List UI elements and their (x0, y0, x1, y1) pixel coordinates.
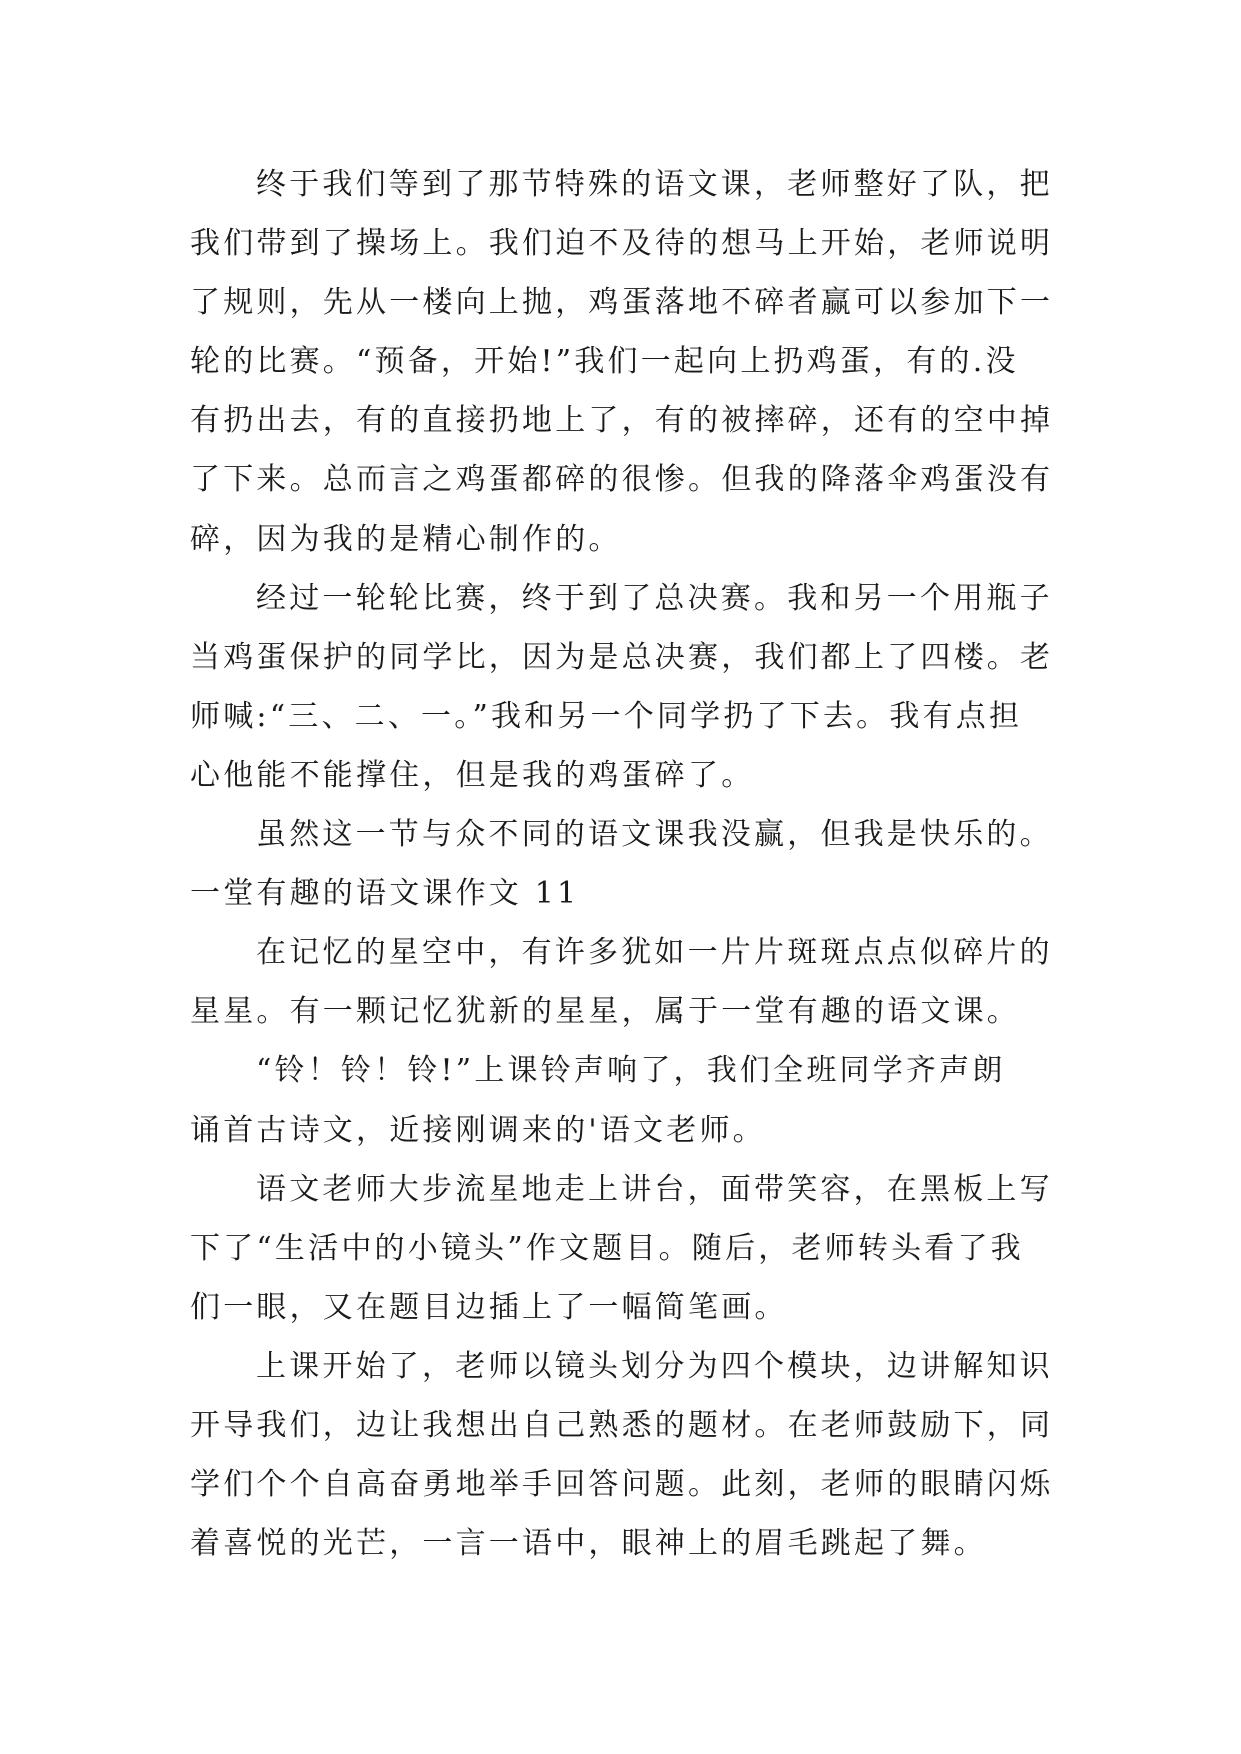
text-line: 我们带到了操场上。我们迫不及待的想马上开始，老师说明 (190, 226, 1054, 262)
text-line: 终于我们等到了那节特殊的语文课，老师整好了队，把 (256, 167, 1053, 202)
text-line: 一堂有趣的语文课作文 11 (190, 876, 580, 912)
text-line: 了规则，先从一楼向上抛，鸡蛋落地不碎者赢可以参加下一 (190, 285, 1054, 321)
text-line: 轮的比赛。“预备，开始!”我们一起向上扔鸡蛋，有的.没 (190, 344, 1019, 380)
text-line: 星星。有一颗记忆犹新的星星，属于一堂有趣的语文课。 (190, 994, 1020, 1030)
text-line: 们一眼，又在题目边插上了一幅简笔画。 (190, 1289, 788, 1325)
text-line: 虽然这一节与众不同的语文课我没赢，但我是快乐的。 (256, 817, 1053, 853)
text-line: 诵首古诗文，近接刚调来的'语文老师。 (190, 1112, 766, 1148)
text-line: “铃！铃！铃!”上课铃声响了，我们全班同学齐声朗 (256, 1053, 1006, 1089)
text-line: 在记忆的星空中，有许多犹如一片片斑斑点点似碎片的 (256, 935, 1053, 971)
document-body (190, 155, 1070, 1573)
text-line: 上课开始了，老师以镜头划分为四个模块，边讲解知识 (256, 1348, 1053, 1384)
text-line: 着喜悦的光芒，一言一语中，眼神上的眉毛跳起了舞。 (190, 1526, 987, 1562)
text-line: 了下来。总而言之鸡蛋都碎的很惨。但我的降落伞鸡蛋没有 (190, 462, 1054, 498)
text-line: 师喊:“三、二、一。”我和另一个同学扔了下去。我有点担 (190, 698, 1023, 734)
text-line: 语文老师大步流星地走上讲台，面带笑容，在黑板上写 (256, 1171, 1053, 1207)
text-line: 开导我们，边让我想出自己熟悉的题材。在老师鼓励下，同 (190, 1407, 1054, 1443)
text-line: 心他能不能撑住，但是我的鸡蛋碎了。 (190, 757, 755, 793)
text-line: 有扔出去，有的直接扔地上了，有的被摔碎，还有的空中掉 (190, 403, 1054, 439)
text-line: 下了“生活中的小镜头”作文题目。随后，老师转头看了我 (190, 1230, 1024, 1266)
text-line: 学们个个自高奋勇地举手回答问题。此刻，老师的眼睛闪烁 (190, 1467, 1054, 1503)
text-line: 碎，因为我的是精心制作的。 (190, 521, 622, 557)
text-line: 当鸡蛋保护的同学比，因为是总决赛，我们都上了四楼。老 (190, 639, 1054, 675)
text-line: 经过一轮轮比赛，终于到了总决赛。我和另一个用瓶子 (256, 580, 1053, 616)
